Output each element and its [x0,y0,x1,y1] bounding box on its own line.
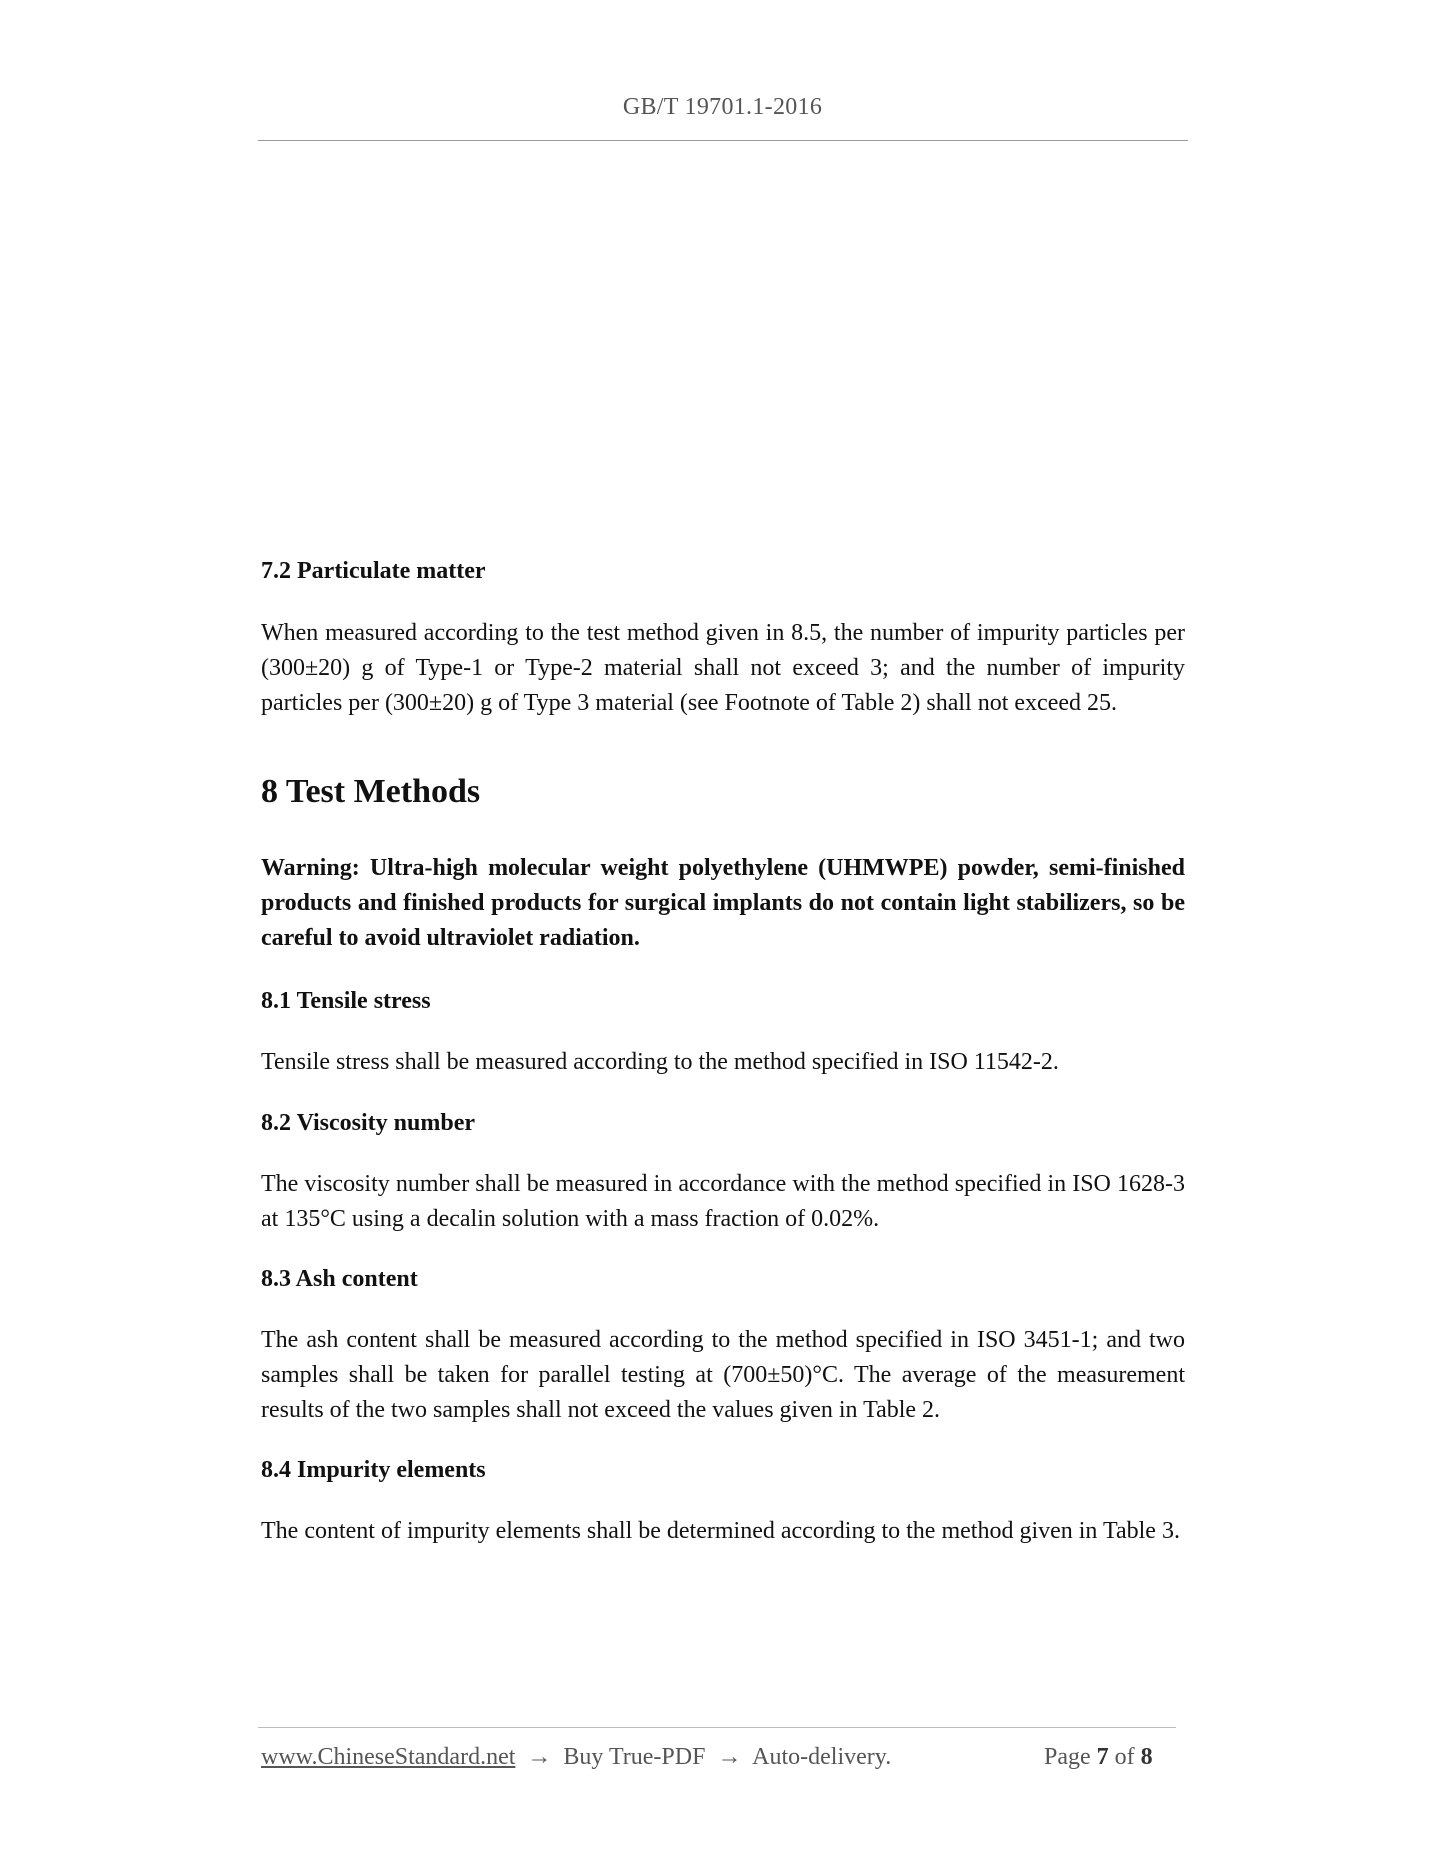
section-8-4 [261,1455,1185,1485]
section-7-2-body-block [261,616,1185,721]
section-8-3-body: The ash content shall be measured according to the method specified in ISO 3451-1; and two samples shall be taken for parallel testing at (700±50)°C. The average of the measurement results of the two samples shall not exceed the values given in Table 2. [261,1327,1185,1423]
header-divider [258,140,1188,141]
page-indicator [1044,1744,1153,1771]
page-of-label: of [1114,1744,1135,1770]
section-8-4-heading: 8.4 Impurity elements [261,1457,486,1483]
section-8-3-heading: 8.3 Ash content [261,1266,418,1292]
section-8-2-body-block [261,1167,1185,1237]
section-8-4-body-block [261,1514,1185,1549]
auto-delivery-text: Auto-delivery. [752,1744,892,1770]
warning-text: Warning: Ultra-high molecular weight polyethylene (UHMWPE) powder, semi-finished products and finished products for surgical implants do not contain light stabilizers, so be careful to avoid ultraviolet radiation. [261,855,1185,951]
section-8 [261,772,1185,812]
section-8-warning-block [261,851,1185,956]
section-8-2-heading: 8.2 Viscosity number [261,1110,476,1136]
section-7-2-heading: 7.2 Particulate matter [261,558,486,584]
section-8-1 [261,986,1185,1016]
section-8-heading: 8 Test Methods [261,773,481,810]
website-link[interactable]: www.ChineseStandard.net [261,1744,516,1770]
page-current: 7 [1096,1744,1109,1770]
arrow-right-icon: → [717,1744,742,1770]
section-8-3 [261,1264,1185,1294]
arrow-right-icon: → [527,1744,552,1770]
buy-true-pdf-text: Buy True-PDF [563,1744,706,1770]
section-7-2-body: When measured according to the test method given in 8.5, the number of impurity particles per (300±20) g of Type-1 or Type-2 material shall not exceed 3; and the number of impurity particles per (300±20) g of Type 3 material (see Footnote of Table 2) shall not exceed 25. [261,620,1185,716]
page-label: Page [1044,1744,1091,1770]
section-8-3-body-block [261,1323,1185,1428]
footer-promo [261,1744,891,1771]
section-8-1-heading: 8.1 Tensile stress [261,988,431,1014]
section-8-2-body: The viscosity number shall be measured in accordance with the method specified in ISO 1628-3 at 135°C using a decalin solution with a mass fraction of 0.02%. [261,1171,1185,1232]
header-title: GB/T 19701.1-2016 [622,94,823,120]
section-8-1-body: Tensile stress shall be measured according to the method specified in ISO 11542-2. [261,1049,1059,1075]
section-8-1-body-block [261,1045,1185,1080]
page-total: 8 [1140,1744,1153,1770]
section-8-2 [261,1108,1185,1138]
footer-divider [258,1727,1176,1728]
section-7-2 [261,556,1185,586]
section-8-4-body: The content of impurity elements shall be determined according to the method given in Table 3. [261,1518,1180,1544]
